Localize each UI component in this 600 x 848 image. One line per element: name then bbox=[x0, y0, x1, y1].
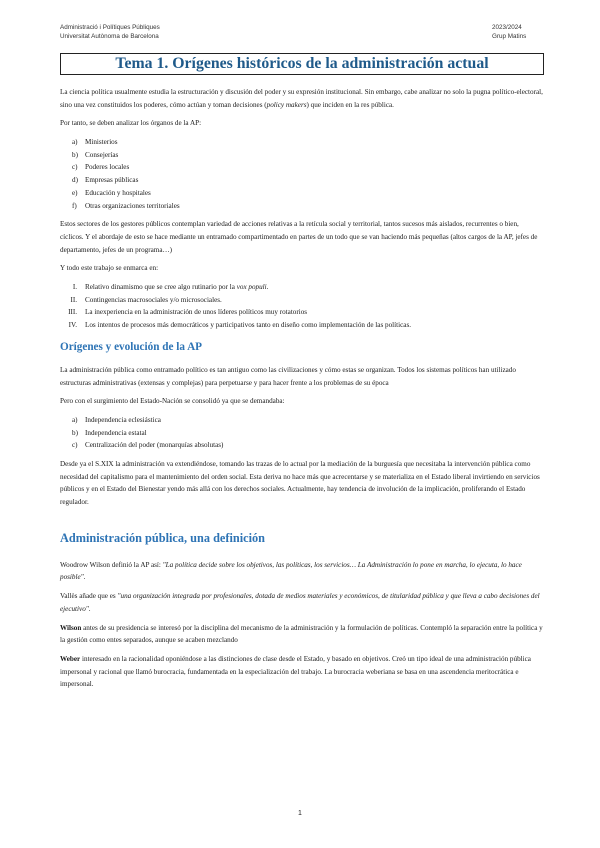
list-text: Independencia estatal bbox=[85, 428, 147, 437]
header-university: Universitat Autònoma de Barcelona bbox=[60, 33, 159, 40]
nation-state-list bbox=[60, 414, 543, 452]
frame-list bbox=[60, 281, 543, 332]
list-item bbox=[60, 200, 543, 213]
list-text: Poderes locales bbox=[85, 163, 130, 172]
list-italic: vox populi bbox=[236, 283, 267, 292]
list-text: Independencia eclesiástica bbox=[85, 415, 161, 424]
list-item bbox=[60, 174, 543, 187]
evolution-paragraph: Desde ya el S.XIX la administración va extendiéndose, tomando las trazas de lo actual por la mediación de la burguesía que necesitaba la intervención pública como necesidad del capitalismo para el mantenimiento del orden social. Esta deriva no hace más que acrecentarse y se materializa en el Estado liberal invirtiendo en servicios públicos y en el Estado del Bienestar yendo más allá con los derechos sociales. Actualmente, hay tendencia de involución de la implicación, proliferando el Estado regulador. bbox=[60, 459, 540, 507]
list-text: Ministerios bbox=[85, 138, 118, 147]
section-heading-origins: Orígenes y evolución de la AP bbox=[60, 340, 203, 353]
intro-italic-term: policy makers bbox=[266, 100, 307, 109]
list-marker: IV. bbox=[68, 321, 77, 330]
valles-end: . bbox=[88, 604, 91, 613]
valles-lead: Vallès añade que es bbox=[60, 592, 118, 601]
intro-paragraph bbox=[60, 86, 543, 111]
wilson-def-lead: Woodrow Wilson definió la AP así: bbox=[60, 560, 163, 569]
list-marker: III. bbox=[68, 308, 77, 317]
page-title: Tema 1. Orígenes históricos de la administración actual bbox=[60, 53, 544, 75]
list-text: Educación y hospitales bbox=[85, 188, 151, 197]
list-text-after: . bbox=[266, 283, 269, 292]
wilson-definition bbox=[60, 559, 543, 584]
valles-quote: "una organización integrada por profesionales, dotada de medios materiales y económicos, de titularidad pública y que lleva a cabo decisiones del ejecutivo" bbox=[60, 592, 540, 613]
list-marker: e) bbox=[72, 188, 78, 197]
list-marker: c) bbox=[72, 163, 78, 172]
header-right bbox=[492, 23, 540, 41]
list-item bbox=[60, 319, 543, 332]
header-year: 2023/2024 bbox=[492, 24, 522, 31]
list-item bbox=[60, 281, 543, 294]
header-course: Administració i Polítiques Públiques bbox=[60, 24, 160, 31]
list-marker: b) bbox=[72, 150, 78, 159]
nation-state-paragraph: Pero con el surgimiento del Estado-Nación se consolidó ya que se demandaba: bbox=[60, 397, 285, 406]
weber-paragraph bbox=[60, 653, 543, 691]
frame-intro: Y todo este trabajo se enmarca en: bbox=[60, 264, 159, 273]
sectors-paragraph: Estos sectores de los gestores públicos contemplan variedad de acciones relativas a la retícula social y territorial, tantos sucesos más aislados, recurrentes o bien, cíclicos. Y el abordaje de esto se hace mediante un entramado compartimentado en partes de un todo que se van haciendo más pequeñas (altos cargos de la AP, jefes de departamento, jefes de un programa…) bbox=[60, 220, 538, 254]
list-marker: I. bbox=[72, 283, 77, 292]
valles-definition bbox=[60, 590, 543, 615]
list-marker: a) bbox=[72, 415, 78, 424]
intro-text-before: La ciencia política usualmente estudia la estructuración y discusión del poder y su expresión institucional. Sin embargo, cabe analizar no solo la pugna político-electoral, sino una vez constituidos los poderes, cómo actúan y toman decisiones ( bbox=[60, 88, 543, 109]
weber-text: interesado en la racionalidad oponiéndose a las distinciones de clase desde el Estado, y basado en objetivos. Creó un tipo ideal de una administración pública impersonal y racional que llamó burocracia, fundamentada en la especialización del trabajo. La burocracia weberiana se basa en una ascendencia meritocrática e impersonal. bbox=[60, 655, 531, 689]
list-marker: c) bbox=[72, 441, 78, 450]
wilson-quote: "La política decide sobre los objetivos, las políticas, los servicios… La Administración lo pone en marcha, lo ejecuta, lo hace posible" bbox=[60, 560, 522, 582]
wilson-paragraph bbox=[60, 622, 543, 647]
header-left bbox=[60, 23, 160, 41]
page-header bbox=[60, 17, 540, 47]
page-number: 1 bbox=[298, 810, 302, 817]
list-item bbox=[60, 439, 543, 452]
list-text: La inexperiencia en la administración de unos líderes políticos muy rotatorios bbox=[85, 308, 308, 317]
list-text: Empresas públicas bbox=[85, 176, 139, 185]
list-item bbox=[60, 414, 543, 427]
organs-list bbox=[60, 136, 543, 212]
list-item bbox=[60, 136, 543, 149]
list-marker: d) bbox=[72, 176, 78, 185]
list-text: Consejerías bbox=[85, 150, 119, 159]
header-group: Grup Matins bbox=[492, 33, 527, 40]
list-marker: a) bbox=[72, 138, 78, 147]
intro-text-after: ) que inciden en la res pública. bbox=[306, 100, 394, 109]
list-marker: f) bbox=[72, 201, 77, 210]
list-marker: II. bbox=[70, 295, 77, 304]
wilson-def-end: . bbox=[83, 573, 86, 582]
list-item bbox=[60, 161, 543, 174]
list-text: Contingencias macrosociales y/o microsociales. bbox=[85, 295, 222, 304]
list-text: Relativo dinamismo que se cree algo rutinario por la bbox=[85, 283, 237, 292]
wilson-text: antes de su presidencia se interesó por la disciplina del mecanismo de la administración y la formulación de políticas. Contempló la separación entre la política y la gestión como entes separados, aunque se acaben mezclando bbox=[60, 623, 543, 645]
section-heading-definition: Administración pública, una definición bbox=[60, 530, 265, 545]
list-text: Otras organizaciones territoriales bbox=[85, 201, 180, 210]
list-item bbox=[60, 306, 543, 319]
list-item bbox=[60, 294, 543, 307]
list-marker: b) bbox=[72, 428, 78, 437]
wilson-name: Wilson bbox=[60, 623, 82, 632]
list-item bbox=[60, 427, 543, 440]
list-text: Los intentos de procesos más democráticos y participativos tanto en diseño como implementación de las políticas. bbox=[85, 321, 412, 330]
list-item bbox=[60, 149, 543, 162]
list-text: Centralización del poder (monarquías absolutas) bbox=[85, 441, 224, 450]
organs-intro: Por tanto, se deben analizar los órganos de la AP: bbox=[60, 119, 202, 128]
origins-paragraph: La administración pública como entramado político es tan antiguo como las civilizaciones y cómo estas se organizan. Todos los sistemas políticos han utilizado estructuras administrativas (extensas y complejas) para perpetuarse y para hacer frente a los problemas de su época bbox=[60, 365, 516, 387]
list-item bbox=[60, 187, 543, 200]
weber-name: Weber bbox=[60, 655, 81, 663]
document-body bbox=[60, 86, 543, 697]
